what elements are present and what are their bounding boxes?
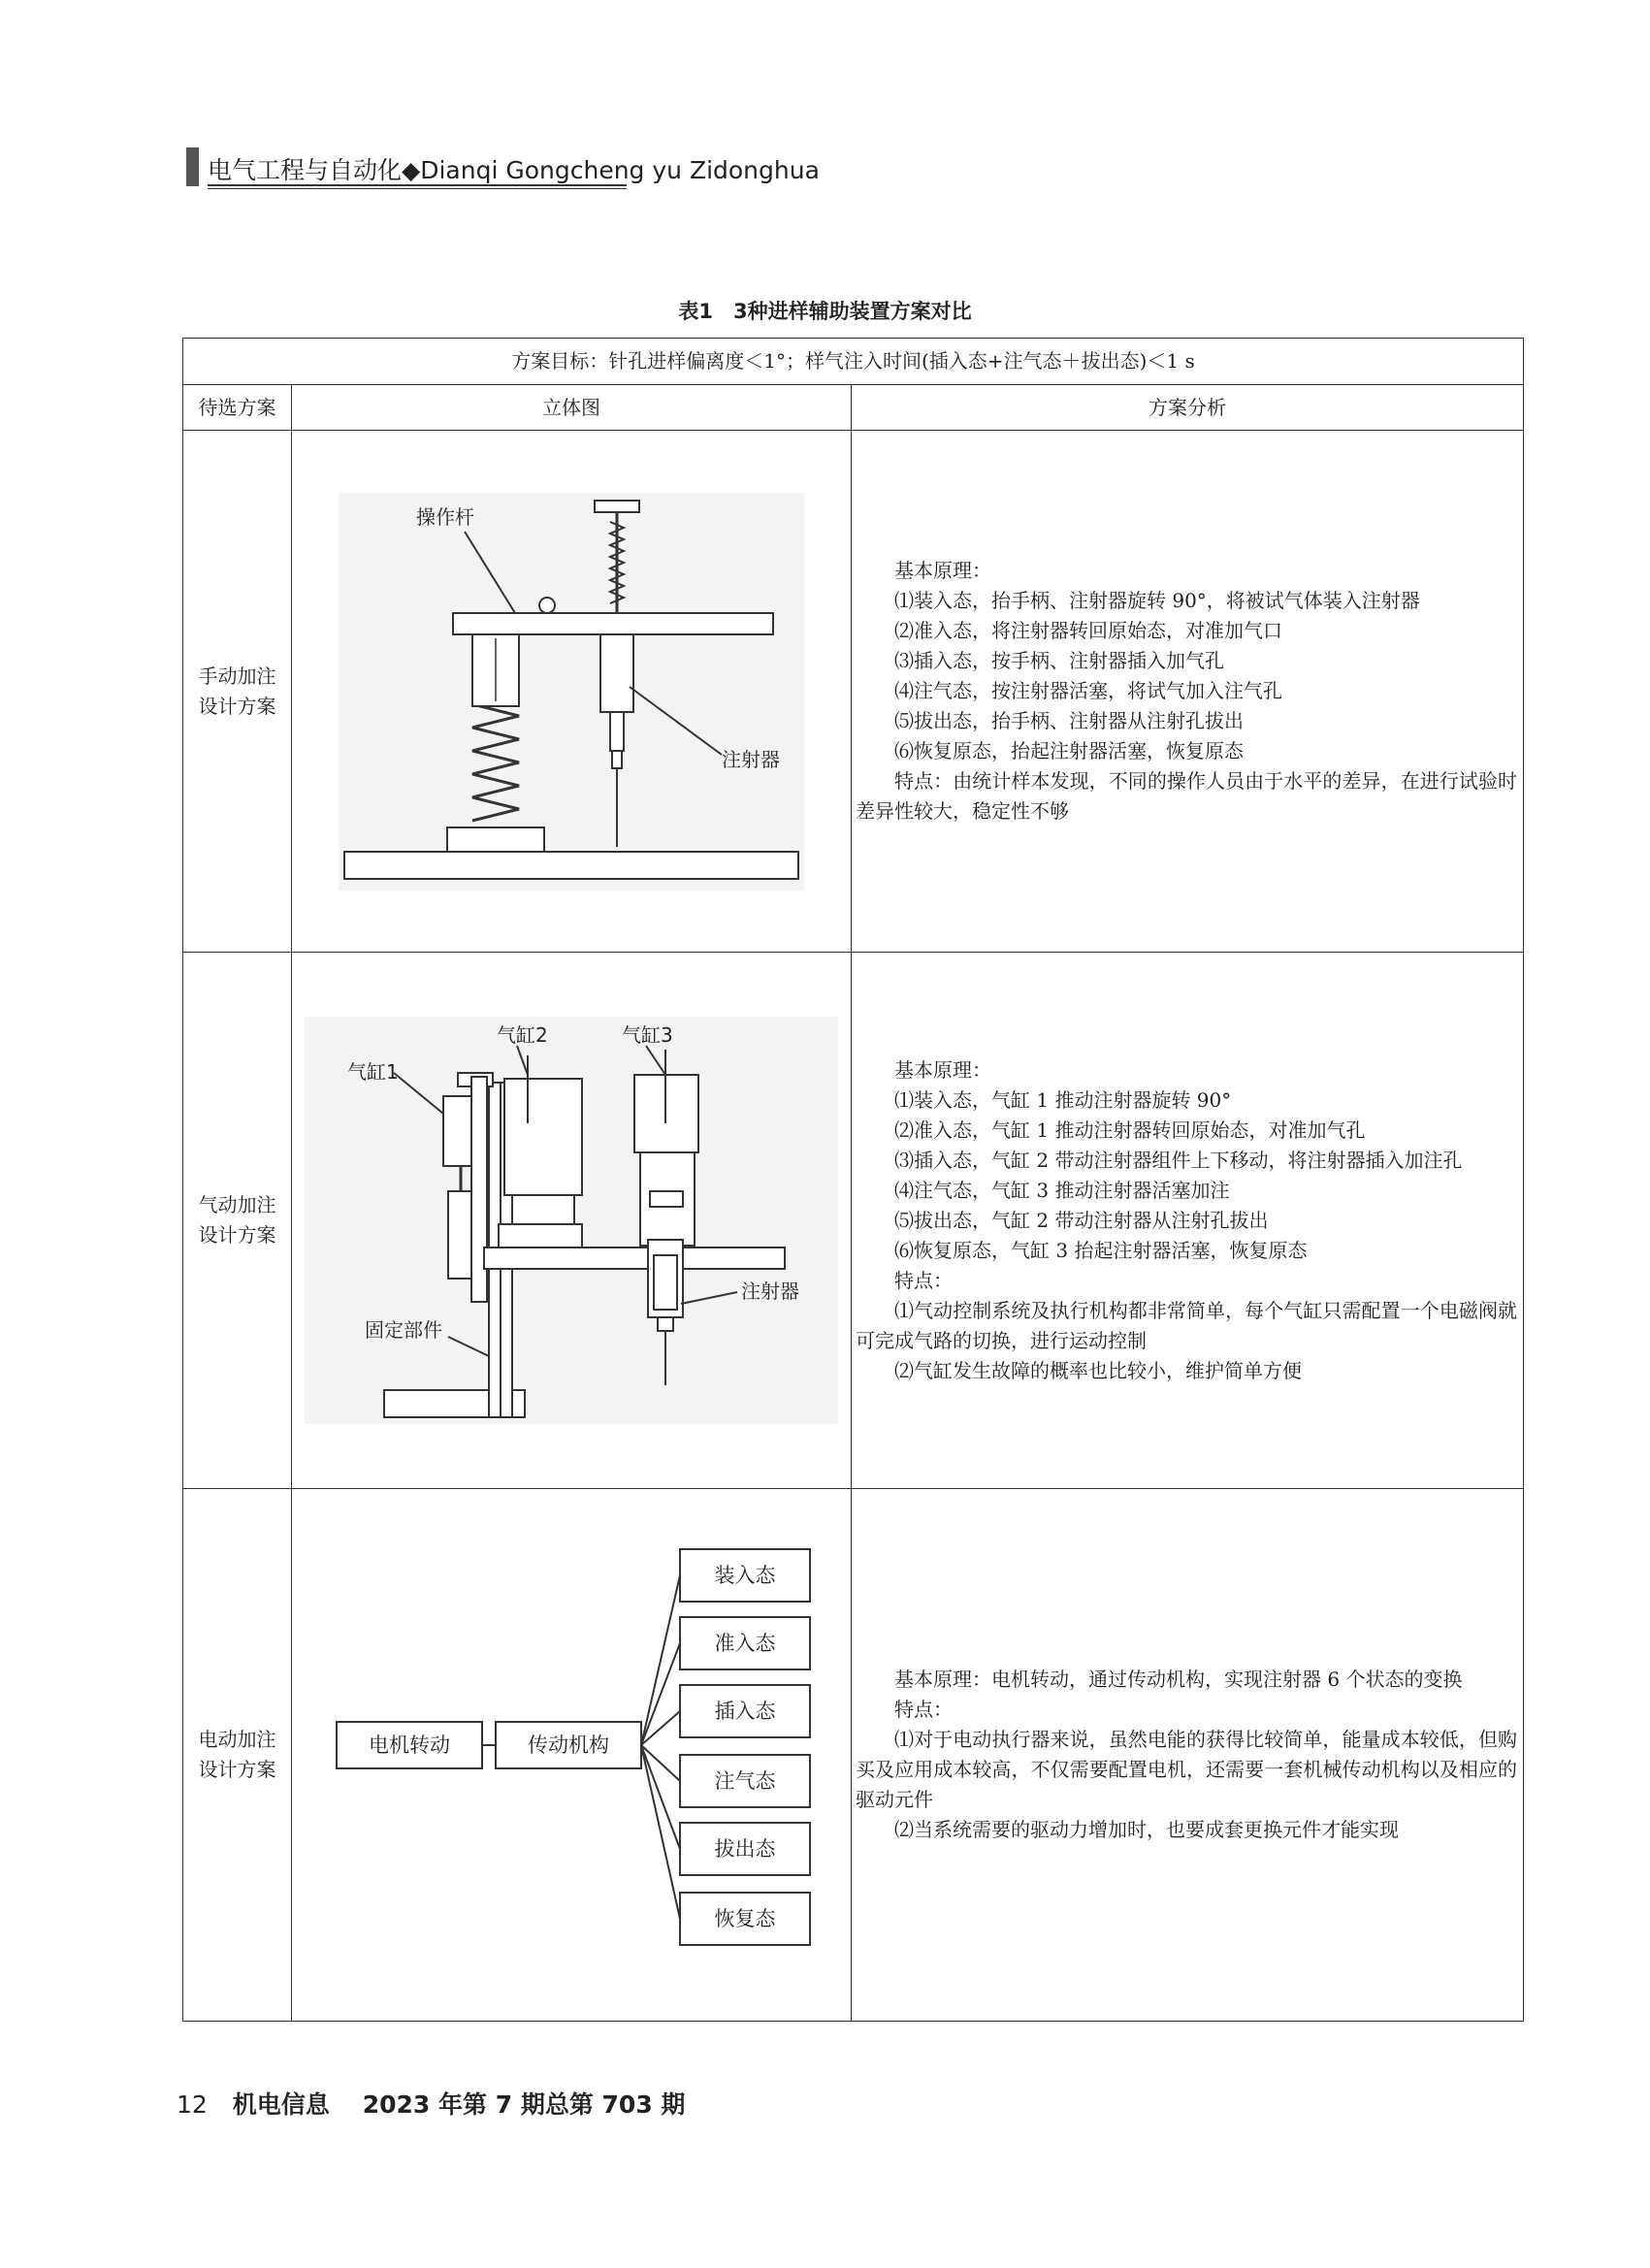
figure-label: 注射器 <box>741 1280 799 1303</box>
analysis-line: ⑵当系统需要的驱动力增加时，也要成套更换元件才能实现 <box>894 1818 1399 1841</box>
row-label-line: 手动加注 <box>198 664 276 688</box>
header-figure: 立体图 <box>292 385 852 431</box>
analysis-line: ⑴装入态，气缸 1 推动注射器旋转 90° <box>894 1087 1232 1112</box>
figure-cell <box>292 431 852 953</box>
header-analysis: 方案分析 <box>852 385 1524 431</box>
analysis-line: ⑸拔出态，气缸 2 带动注射器从注射孔拔出 <box>894 1208 1269 1232</box>
analysis-line: ⑸拔出态，抬手柄、注射器从注射孔拔出 <box>894 709 1244 732</box>
flow-box-label: 拔出态 <box>714 1837 776 1861</box>
figure-cell <box>292 953 852 1489</box>
header-rule <box>208 184 627 186</box>
analysis-line: 基本原理：电机转动，通过传动机构，实现注射器 6 个状态的变换 <box>894 1668 1463 1691</box>
table-row <box>183 431 1524 953</box>
header-scheme: 待选方案 <box>183 385 292 431</box>
analysis-line: 特点： <box>894 1268 953 1292</box>
table-row <box>183 1489 1524 2022</box>
analysis-text <box>856 1665 1517 1845</box>
row-label-line: 设计方案 <box>198 694 276 718</box>
flow-box-label: 电机转动 <box>369 1733 450 1757</box>
electric-flow-diagram <box>329 1541 814 1968</box>
analysis-line: ⑵准入态，将注射器转回原始态，对准加气口 <box>894 619 1282 642</box>
analysis-line: ⑴对于电动执行器来说，虽然电能的获得比较简单，能量成本较低，但购买及应用成本较高，不仅需要配置电机，还需要一套机械传动机构以及相应的驱动元件 <box>856 1728 1518 1811</box>
figure-label: 注射器 <box>722 747 780 771</box>
analysis-line: ⑶插入态，气缸 2 带动注射器组件上下移动，将注射器插入加注孔 <box>894 1148 1463 1172</box>
analysis-line: 基本原理： <box>894 1057 991 1082</box>
table-caption: 表1 3种进样辅助装置方案对比 <box>678 300 972 323</box>
analysis-line: ⑷注气态，按注射器活塞，将试气加入注气孔 <box>894 679 1282 702</box>
analysis-cell <box>852 1489 1524 2022</box>
analysis-line: ⑴气动控制系统及执行机构都非常简单，每个气缸只需配置一个电磁阀就可完成气路的切换，进行运动控制 <box>856 1298 1518 1352</box>
flow-box-label: 注气态 <box>714 1769 776 1793</box>
comparison-table <box>182 338 1524 2022</box>
analysis-line: ⑹恢复原态，抬起注射器活塞，恢复原态 <box>894 739 1244 762</box>
row-label-line: 设计方案 <box>198 1223 276 1247</box>
analysis-line: ⑵准入态，气缸 1 推动注射器转回原始态，对准加气孔 <box>894 1118 1366 1142</box>
table-goal: 方案目标：针孔进样偏离度＜1°；样气注入时间(插入态+注气态＋拔出态)＜1 s <box>183 339 1524 385</box>
header-rule-thin <box>208 188 627 189</box>
analysis-line: ⑶插入态，按手柄、注射器插入加气孔 <box>894 649 1224 672</box>
pneumatic-device-figure <box>305 1017 838 1424</box>
journal-issue: 2023 年第 7 期总第 703 期 <box>362 2090 686 2119</box>
figure-cell <box>292 1489 852 2022</box>
row-label <box>183 431 292 953</box>
analysis-cell <box>852 953 1524 1489</box>
analysis-line: 特点： <box>894 1698 953 1721</box>
row-label-line: 设计方案 <box>198 1758 276 1781</box>
analysis-line: ⑷注气态，气缸 3 推动注射器活塞加注 <box>894 1178 1230 1202</box>
page-footer <box>177 2086 685 2121</box>
header-bar <box>186 147 199 186</box>
analysis-text <box>856 556 1517 826</box>
flow-box-label: 传动机构 <box>528 1733 609 1757</box>
row-label <box>183 1489 292 2022</box>
page-number: 12 <box>177 2090 208 2119</box>
figure-label: 操作杆 <box>416 504 474 529</box>
table-row <box>183 953 1524 1489</box>
flow-box-label: 插入态 <box>714 1700 776 1723</box>
figure-label: 固定部件 <box>365 1318 442 1342</box>
analysis-line: 基本原理： <box>894 559 991 582</box>
analysis-line: ⑴装入态，抬手柄、注射器旋转 90°，将被试气体装入注射器 <box>894 589 1420 612</box>
analysis-text <box>856 1055 1517 1386</box>
flow-box-label: 准入态 <box>714 1632 776 1655</box>
manual-device-figure <box>339 493 804 891</box>
analysis-line: ⑹恢复原态，气缸 3 抬起注射器活塞，恢复原态 <box>894 1238 1308 1262</box>
row-label-line: 电动加注 <box>198 1728 276 1751</box>
running-title: 电气工程与自动化◆Dianqi Gongcheng yu Zidonghua <box>208 156 820 184</box>
analysis-line: 特点：由统计样本发现，不同的操作人员由于水平的差异，在进行试验时差异性较大，稳定性不够 <box>856 769 1518 823</box>
figure-label: 气缸3 <box>622 1023 673 1047</box>
figure-label: 气缸1 <box>347 1060 399 1084</box>
flow-box-label: 恢复态 <box>714 1907 776 1930</box>
analysis-cell <box>852 431 1524 953</box>
row-label <box>183 953 292 1489</box>
row-label-line: 气动加注 <box>198 1193 276 1216</box>
journal-name: 机电信息 <box>232 2090 330 2119</box>
flow-box-label: 装入态 <box>714 1564 776 1587</box>
figure-label: 气缸2 <box>497 1023 548 1047</box>
analysis-line: ⑵气缸发生故障的概率也比较小，维护简单方便 <box>894 1358 1302 1382</box>
